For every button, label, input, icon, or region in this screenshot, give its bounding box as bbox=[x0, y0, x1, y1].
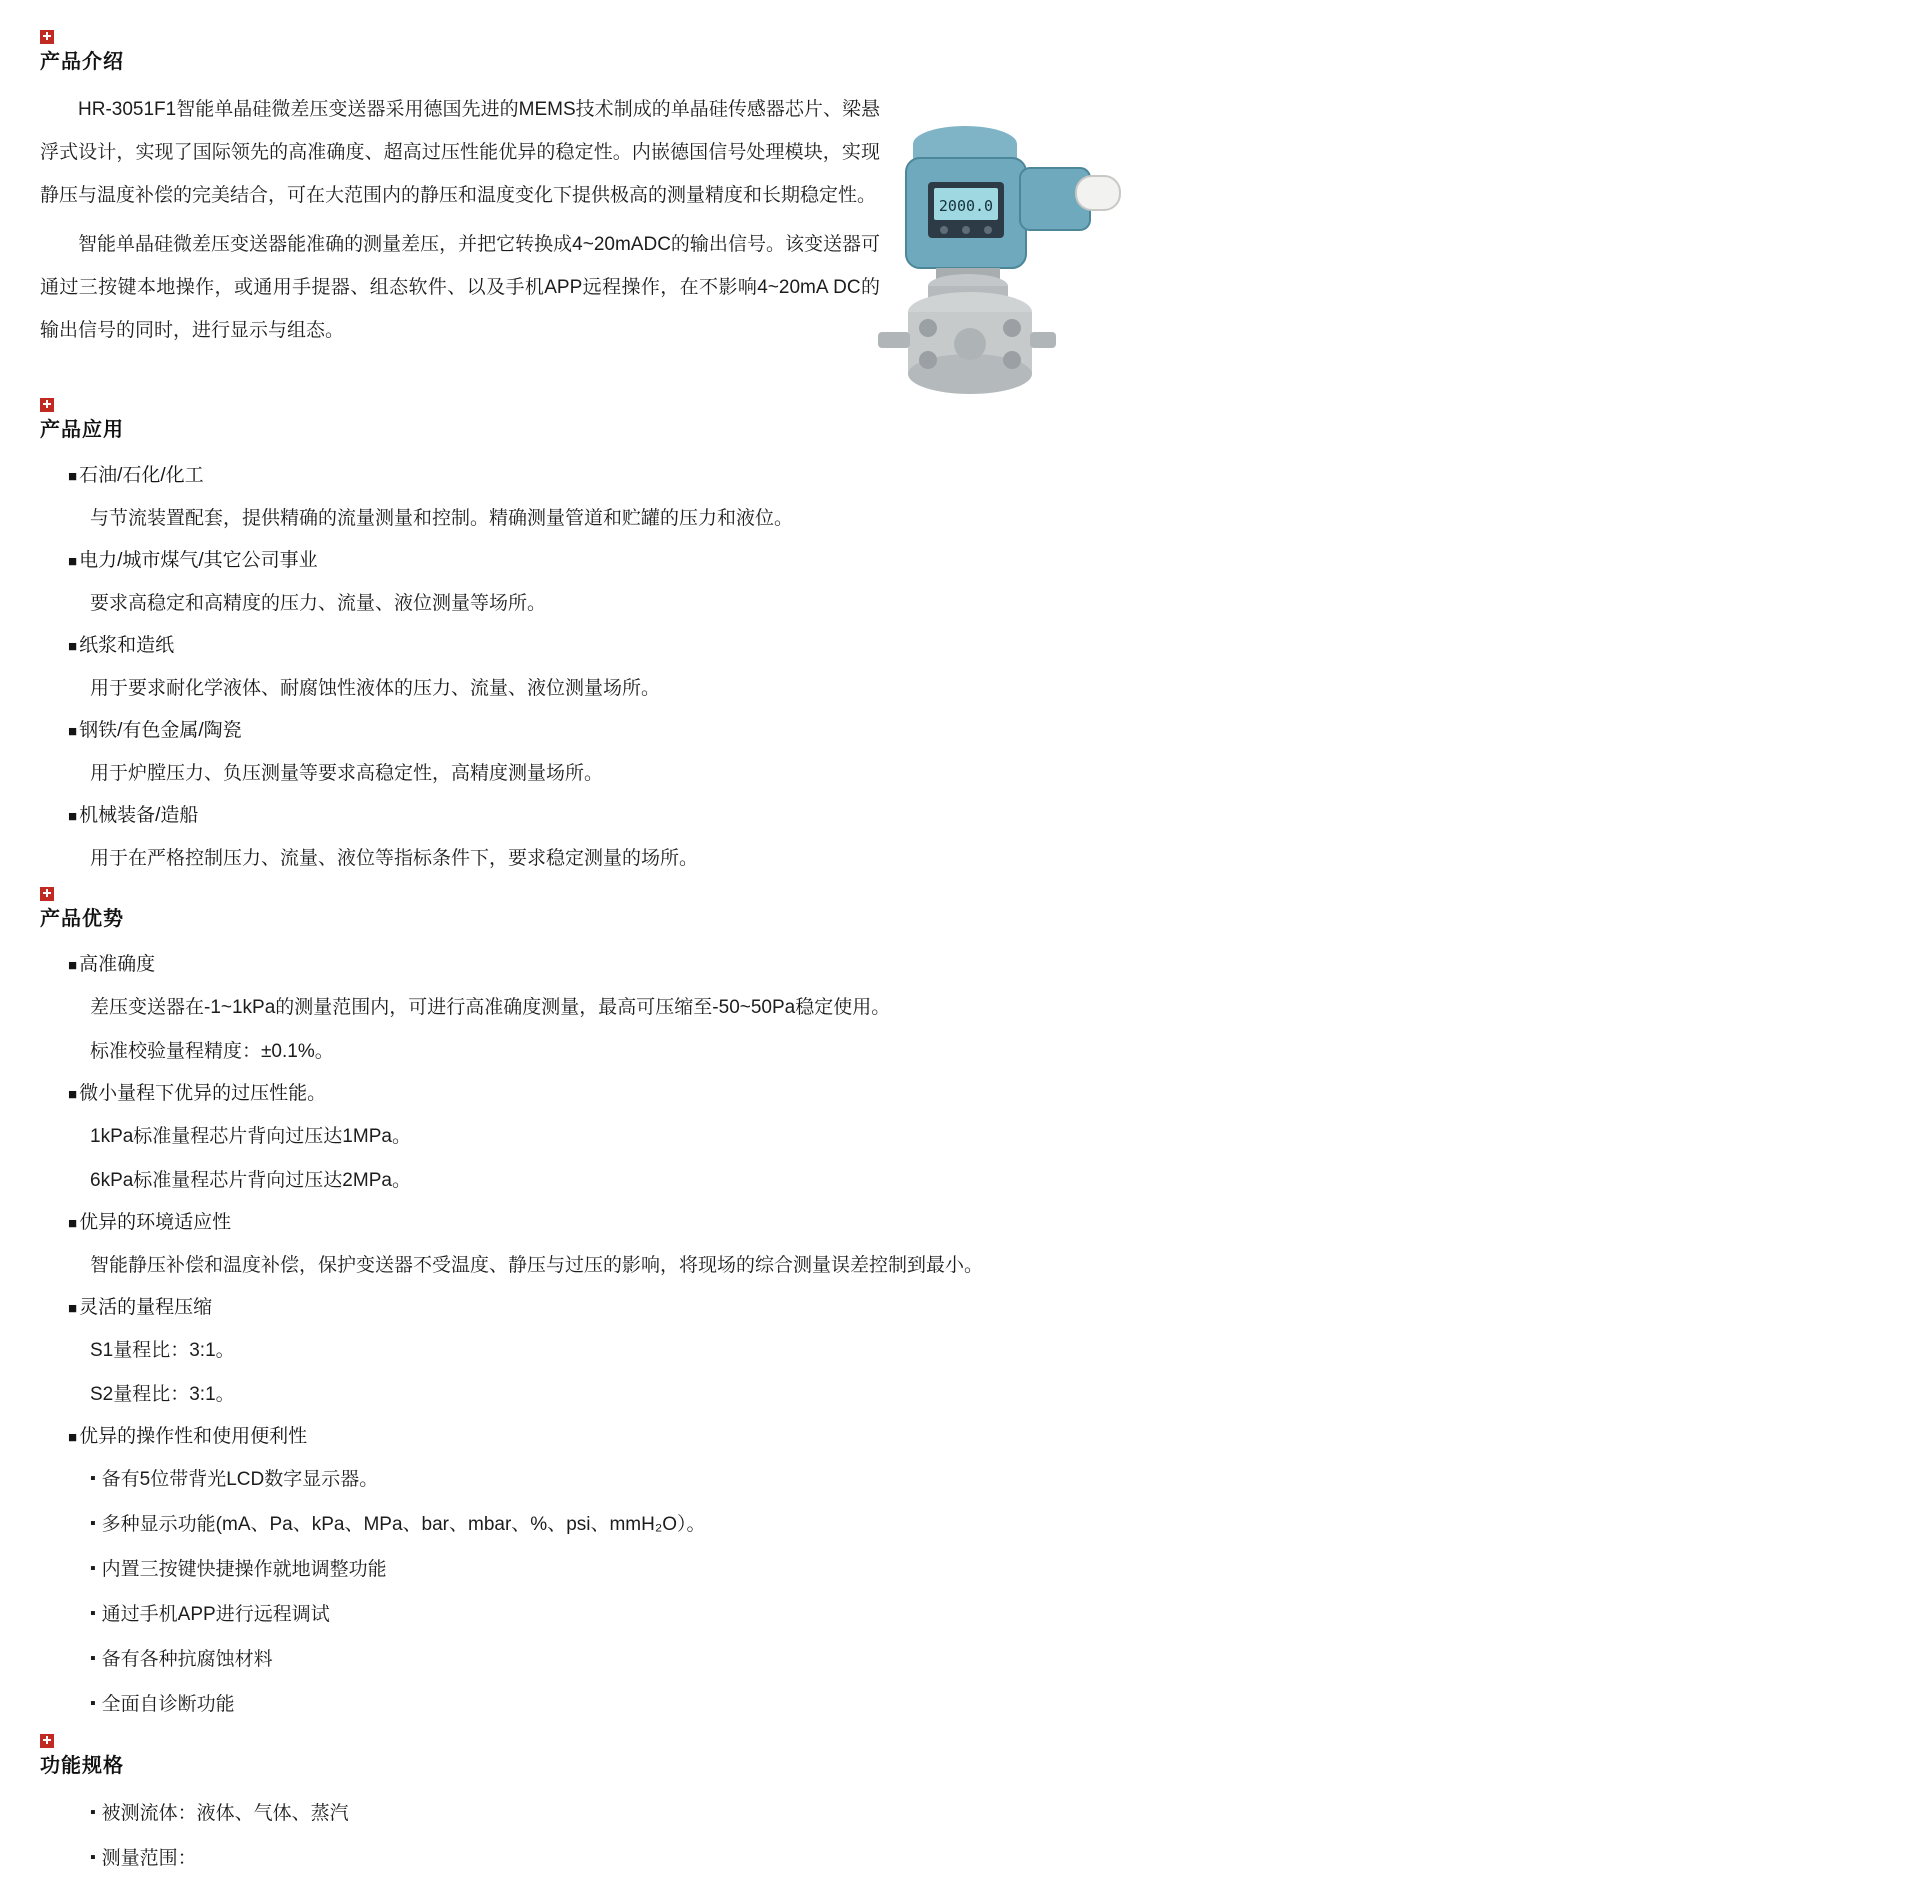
spec-bullet bbox=[90, 1792, 1880, 1837]
dot-bullet-icon: ▪ bbox=[90, 1560, 96, 1577]
transmitter-product-image bbox=[870, 96, 1140, 396]
advantage-heading-text: 灵活的量程压缩 bbox=[79, 1297, 213, 1318]
square-bullet-icon: ■ bbox=[68, 957, 78, 974]
product-intro-block bbox=[40, 88, 1880, 398]
spec-bullet-text: 被测流体：液体、气体、蒸汽 bbox=[101, 1803, 349, 1824]
section-header-product-application bbox=[40, 398, 1880, 442]
application-list bbox=[40, 456, 1880, 881]
application-item-heading bbox=[68, 711, 1880, 752]
advantage-list bbox=[40, 945, 1880, 1728]
dot-bullet-icon: ▪ bbox=[90, 1470, 96, 1487]
advantage-group-heading bbox=[68, 1417, 1880, 1458]
application-item-desc: 用于要求耐化学液体、耐腐蚀性液体的压力、流量、液位测量场所。 bbox=[90, 678, 661, 699]
advantage-bullet bbox=[90, 1683, 1880, 1728]
application-heading-text: 机械装备/造船 bbox=[79, 805, 199, 826]
advantage-group-heading bbox=[68, 1288, 1880, 1329]
application-item-desc: 与节流装置配套，提供精确的流量测量和控制。精确测量管道和贮罐的压力和液位。 bbox=[90, 508, 794, 529]
dot-bullet-icon: ▪ bbox=[90, 1804, 96, 1821]
advantage-line: 标准校验量程精度：±0.1%。 bbox=[90, 1041, 334, 1062]
section-title: 产品优势 bbox=[40, 908, 124, 930]
advantage-bullet bbox=[90, 1548, 1880, 1593]
intro-paragraph-1: HR-3051F1智能单晶硅微差压变送器采用德国先进的MEMS技术制成的单晶硅传感器芯片、梁悬浮式设计，实现了国际领先的高准确度、超高过压性能优异的稳定性。内嵌德国信号处理模块，实现静压与温度补偿的完美结合，可在大范围内的静压和温度变化下提供极高的测量精度和长期稳定性。 bbox=[40, 99, 880, 206]
function-spec-list bbox=[40, 1792, 1880, 1882]
application-item-desc: 用于在严格控制压力、流量、液位等指标条件下，要求稳定测量的场所。 bbox=[90, 848, 699, 869]
advantage-bullet-text: 备有各种抗腐蚀材料 bbox=[101, 1649, 273, 1670]
square-bullet-icon: ■ bbox=[68, 468, 78, 485]
section-header-function-spec bbox=[40, 1734, 1880, 1778]
advantage-bullet bbox=[90, 1458, 1880, 1503]
advantage-group-heading bbox=[68, 1074, 1880, 1115]
square-bullet-icon: ■ bbox=[68, 723, 78, 740]
advantage-line: 1kPa标准量程芯片背向过压达1MPa。 bbox=[90, 1126, 411, 1147]
application-item-heading bbox=[68, 796, 1880, 837]
dot-bullet-icon: ▪ bbox=[90, 1650, 96, 1667]
section-marker-icon bbox=[40, 1734, 54, 1748]
intro-paragraph-2: 智能单晶硅微差压变送器能准确的测量差压，并把它转换成4~20mADC的输出信号。该变送器可通过三按键本地操作，或通用手提器、组态软件、以及手机APP远程操作，在不影响4~20mA DC的输出信号的同时，进行显示与组态。 bbox=[40, 234, 880, 341]
advantage-heading-text: 优异的环境适应性 bbox=[79, 1212, 232, 1233]
advantage-bullet-text: 多种显示功能(mA、Pa、kPa、MPa、bar、mbar、%、psi、mmH₂O）。 bbox=[101, 1514, 706, 1535]
advantage-line: 智能静压补偿和温度补偿，保护变送器不受温度、静压与过压的影响，将现场的综合测量误差控制到最小。 bbox=[90, 1255, 984, 1276]
section-header-product-advantage bbox=[40, 887, 1880, 931]
advantage-bullet-text: 内置三按键快捷操作就地调整功能 bbox=[101, 1559, 387, 1580]
section-title: 功能规格 bbox=[40, 1755, 124, 1777]
spec-bullet bbox=[90, 1837, 1880, 1882]
application-heading-text: 电力/城市煤气/其它公司事业 bbox=[79, 550, 318, 571]
spec-bullet-text: 测量范围： bbox=[101, 1848, 197, 1869]
advantage-line: S1量程比：3:1。 bbox=[90, 1340, 235, 1361]
dot-bullet-icon: ▪ bbox=[90, 1605, 96, 1622]
product-intro-text bbox=[40, 88, 880, 352]
advantage-bullet bbox=[90, 1503, 1880, 1548]
advantage-bullet-text: 备有5位带背光LCD数字显示器。 bbox=[101, 1469, 379, 1490]
square-bullet-icon: ■ bbox=[68, 1429, 78, 1446]
advantage-bullet-text: 全面自诊断功能 bbox=[101, 1694, 235, 1715]
section-marker-icon bbox=[40, 887, 54, 901]
application-item-heading bbox=[68, 626, 1880, 667]
svg-text:2000.0: 2000.0 bbox=[938, 197, 994, 215]
advantage-bullet bbox=[90, 1593, 1880, 1638]
application-item-desc: 用于炉膛压力、负压测量等要求高稳定性，高精度测量场所。 bbox=[90, 763, 604, 784]
section-title: 产品应用 bbox=[40, 419, 124, 441]
section-marker-icon bbox=[40, 398, 54, 412]
advantage-group-heading bbox=[68, 1203, 1880, 1244]
application-heading-text: 纸浆和造纸 bbox=[79, 635, 175, 656]
advantage-heading-text: 高准确度 bbox=[79, 954, 156, 975]
section-title: 产品介绍 bbox=[40, 51, 124, 73]
advantage-group-heading bbox=[68, 945, 1880, 986]
square-bullet-icon: ■ bbox=[68, 638, 78, 655]
application-item-heading bbox=[68, 541, 1880, 582]
application-heading-text: 石油/石化/化工 bbox=[79, 465, 204, 486]
advantage-bullet-text: 通过手机APP进行远程调试 bbox=[101, 1604, 330, 1625]
application-heading-text: 钢铁/有色金属/陶瓷 bbox=[79, 720, 242, 741]
application-item-heading bbox=[68, 456, 1880, 497]
dot-bullet-icon: ▪ bbox=[90, 1695, 96, 1712]
dot-bullet-icon: ▪ bbox=[90, 1515, 96, 1532]
section-header-product-intro bbox=[40, 30, 1880, 74]
advantage-bullet bbox=[90, 1638, 1880, 1683]
advantage-heading-text: 微小量程下优异的过压性能。 bbox=[79, 1083, 327, 1104]
advantage-heading-text: 优异的操作性和使用便利性 bbox=[79, 1426, 308, 1447]
section-marker-icon bbox=[40, 30, 54, 44]
advantage-line: 差压变送器在-1~1kPa的测量范围内，可进行高准确度测量，最高可压缩至-50~50Pa稳定使用。 bbox=[90, 997, 891, 1018]
square-bullet-icon: ■ bbox=[68, 1215, 78, 1232]
square-bullet-icon: ■ bbox=[68, 1086, 78, 1103]
advantage-line: S2量程比：3:1。 bbox=[90, 1384, 235, 1405]
application-item-desc: 要求高稳定和高精度的压力、流量、液位测量等场所。 bbox=[90, 593, 547, 614]
square-bullet-icon: ■ bbox=[68, 1300, 78, 1317]
advantage-line: 6kPa标准量程芯片背向过压达2MPa。 bbox=[90, 1170, 411, 1191]
square-bullet-icon: ■ bbox=[68, 808, 78, 825]
square-bullet-icon: ■ bbox=[68, 553, 78, 570]
dot-bullet-icon: ▪ bbox=[90, 1849, 96, 1866]
